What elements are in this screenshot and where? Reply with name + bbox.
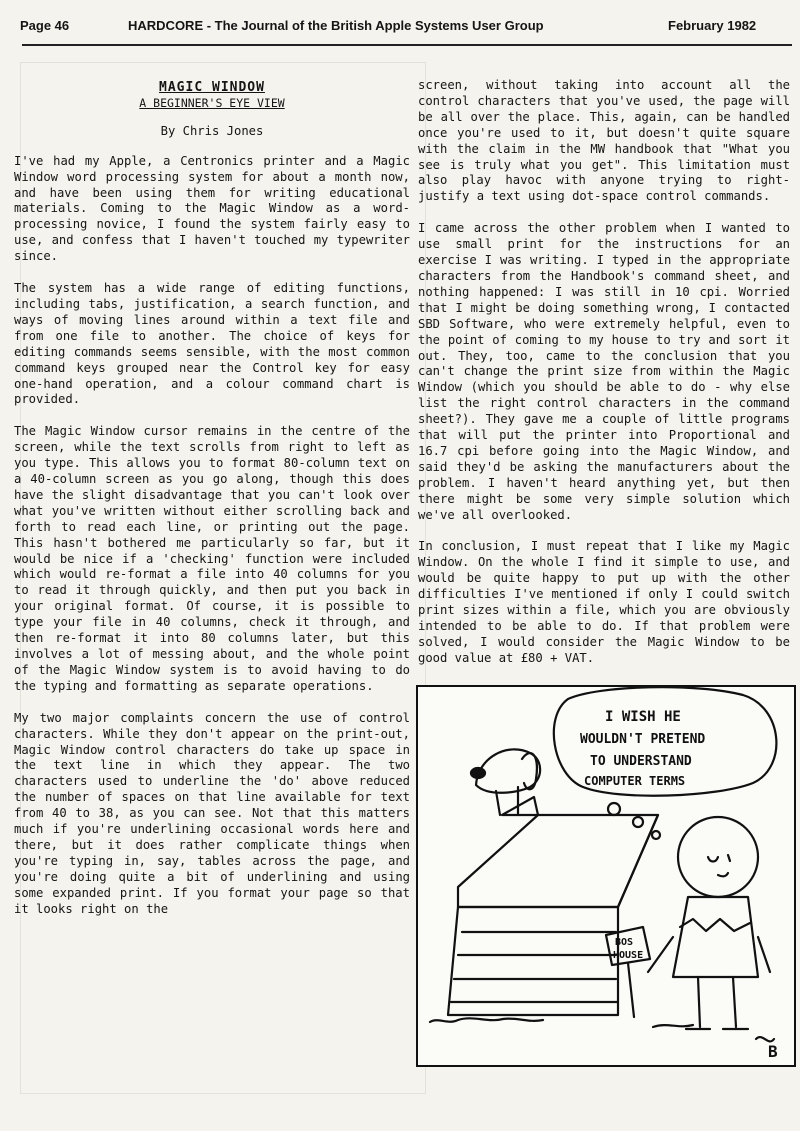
page-header (0, 14, 800, 44)
article-title: MAGIC WINDOW (159, 80, 265, 95)
page-number: Page 46 (20, 18, 70, 33)
bubble-text-line4: COMPUTER TERMS (584, 774, 686, 788)
cartoon-drawing (418, 687, 794, 1065)
artist-signature: B (768, 1042, 778, 1061)
issue-date: February 1982 (668, 18, 757, 33)
paragraph: I came across the other problem when I wanted to use small print for the instructions for an exercise I was writing. I typed in the appropriate characters from the Handbook's command sheet, and nothing happened: I was still in 10 cpi. Worried that I might be doing something wrong, I contacted SBD Software, who were extremely helpful, even to the point of coming to my house to try and sort it out. They, too, came to the conclusion that you can't change the print size from within the Magic Window (which you should be able to do - why else list the right control characters in the command sheet?). They gave me a couple of little programs that will put the printer into Proportional and 16.7 cpi before going into the Magic Window, and said they'd be asking the manufacturers about the problem. I haven't heard anything yet, but then there might be some very simple solution which we've all overlooked. (418, 221, 790, 522)
journal-title: HARDCORE - The Journal of the British Apple Systems User Group (128, 18, 544, 33)
paragraph: The system has a wide range of editing functions, including tabs, justification, a search function, and ways of moving lines around within a text file and from one file to another. The choice of keys for editing commands seems sensible, with the most common command keys grouped near the Control key for easy one-hand operation, and a colour command chart is provided. (14, 281, 410, 407)
paragraph: My two major complaints concern the use of control characters. While they don't appear on the print-out, Magic Window control characters do take up space in the text line in which they appear. The two characters used to underline the 'do' above reduced the number of spaces on that line available for text from 40 to 38, as you can see. Not that this matters much if you're underlining occasional words here and there, but it does rather complicate things when you're typing in, say, tables across the page, and you're doing quite a bit of underlining and using some expanded print. If you format your page so that it looks right on the (14, 710, 410, 916)
right-column (418, 78, 790, 683)
bubble-text-line2: WOULDN'T PRETEND (580, 732, 706, 747)
bubble-text-line1: I WISH HE (605, 709, 681, 725)
paragraph: screen, without taking into account all the control characters that you've used, the page will be all over the place. This, again, can be handled once you're used to it, but doesn't quite square with the claim in the MW handbook that "What you see is truly what you get". This limitation must also play havoc with anyone trying to right-justify a text using dot-space control commands. (418, 78, 790, 204)
article-byline: By Chris Jones (160, 123, 264, 138)
paragraph: In conclusion, I must repeat that I like my Magic Window. On the whole I find it simple to use, and would be quite happy to put up with the other difficulties I've mentioned if only I could switch print sizes within a file, which you are obviously intended to be able to do. If that problem were solved, I would consider the Magic Window to be good value at £80 + VAT. (418, 539, 790, 665)
header-rule (22, 44, 792, 46)
paragraph: The Magic Window cursor remains in the centre of the screen, while the text scrolls from right to left as you type. This allows you to format 80-column text on a 40-column screen as you go along, though this does have the slight disadvantage that you can't look over what you've written without either scrolling back and forth to read each line, or printing out the page. This hasn't bothered me particularly so far, but it would be nice if a 'checking' function were included which would re-format a file into 40 columns for you to read it through quickly, and then put you back in your original format. Of course, it is possible to type your file in 40 columns, check it through, and then re-format it into 80 columns later, but this involves a lot of messing about, and the whole point of the Magic Window system is to avoid having to do the typing and formatting as separate operations. (14, 424, 410, 693)
peanuts-cartoon (416, 685, 796, 1067)
sign-text-line1: BOS (615, 937, 634, 948)
left-column (14, 80, 410, 934)
article-subtitle: A BEGINNER'S EYE VIEW (139, 95, 285, 110)
bubble-text-line3: TO UNDERSTAND (590, 754, 692, 769)
sign-text-line2: HOUSE (613, 950, 644, 961)
paragraph: I've had my Apple, a Centronics printer and a Magic Window word processing system for about a month now, and have been using them for writing educational materials. Coming to the Magic Window as a word-processing novice, I found the system fairly easy to use, and confess that I haven't touched my typewriter since. (14, 153, 410, 264)
